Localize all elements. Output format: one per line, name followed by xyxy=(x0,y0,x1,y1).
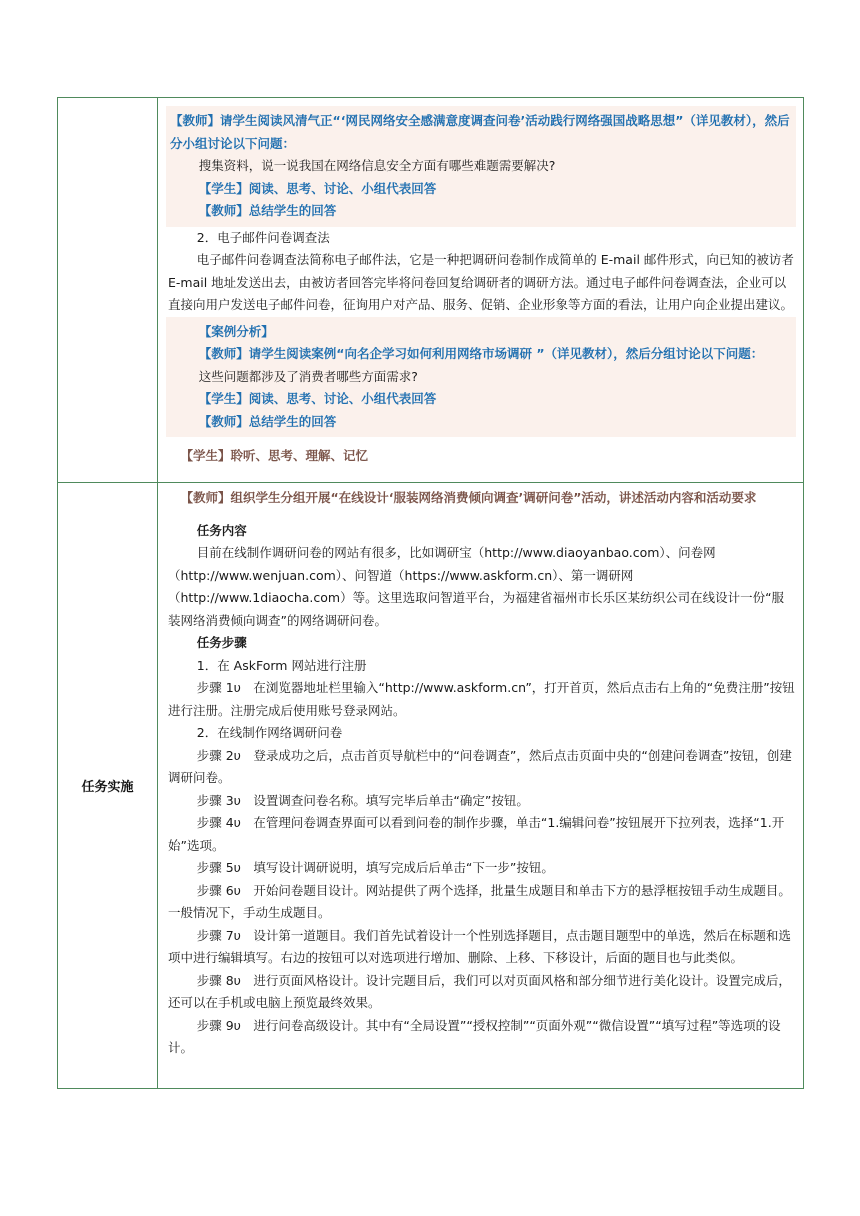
row2-label-cell: 任务实施 xyxy=(58,483,158,1089)
step-9: 步骤 9υ 进行问卷高级设计。其中有“全局设置”“授权控制”“页面外观”“微信设置”“填写过程”等选项的设计。 xyxy=(168,1017,781,1055)
step-5: 步骤 5υ 填写设计调研说明，填写完成后后单击“下一步”按钮。 xyxy=(196,860,554,875)
question-1: 搜集资料，说一说我国在网络信息安全方面有哪些难题需要解决? xyxy=(198,158,556,173)
step-4: 步骤 4υ 在管理问卷调查界面可以看到问卷的制作步骤，单击“1.编辑问卷”按钮展开下拉列表，选择“1.开始”选项。 xyxy=(168,815,785,853)
step-1: 步骤 1υ 在浏览器地址栏里输入“http://www.askform.cn”，打开首页，然后点击右上角的“免费注册”按钮进行注册。注册完成后使用账号登录网站。 xyxy=(168,680,795,718)
teacher-prompt-2: 【教师】请学生阅读案例“向名企学习如何利用网络市场调研 ”（详见教材），然后分组讨论以下问题： xyxy=(198,346,764,361)
discussion-box-1 xyxy=(166,106,796,227)
section-body-email: 电子邮件问卷调查法简称电子邮件法，它是一种把调研问卷制作成简单的 E-mail 邮件形式，向已知的被访者 E-mail 地址发送出去，由被访者回答完毕将问卷回复给调研者的调研方法。通过电子邮件问卷调查法，企业可以直接向用户发送电子邮件问卷，征询用户对产品、服务、促销、企业形象等方面的看法，让用户向企业提出建议。 xyxy=(168,252,794,312)
row1-content-cell xyxy=(158,98,804,483)
discussion-box-2 xyxy=(166,317,796,438)
table-row xyxy=(58,98,804,483)
task-content-heading: 任务内容 xyxy=(196,522,247,538)
teacher-prompt-1: 【教师】请学生阅读风清气正“‘网民网络安全感满意度调查问卷’活动践行网络强国战略思想”（详见教材），然后分小组讨论以下问题： xyxy=(170,113,790,151)
student-action-2: 【学生】阅读、思考、讨论、小组代表回答 xyxy=(198,391,437,406)
teacher-organize: 【教师】组织学生分组开展“在线设计‘服装网络消费倾向调查’调研问卷”活动，讲述活动内容和活动要求 xyxy=(180,490,757,505)
step-7: 步骤 7υ 设计第一道题目。我们首先试着设计一个性别选择题目，点击题目题型中的单选，然后在标题和选项中进行编辑填写。右边的按钮可以对选项进行增加、删除、上移、下移设计，后面的题目也与此类似。 xyxy=(168,927,791,965)
step-group-2: 2．在线制作网络调研问卷 xyxy=(196,725,343,740)
section-title-email: 2．电子邮件问卷调查法 xyxy=(196,229,330,245)
step-6: 步骤 6υ 开始问卷题目设计。网站提供了两个选择，批量生成题目和单击下方的悬浮框按钮手动生成题目。一般情况下，手动生成题目。 xyxy=(168,882,791,920)
task-steps-heading: 任务步骤 xyxy=(196,635,247,650)
teacher-summary-1: 【教师】总结学生的回答 xyxy=(198,203,337,218)
step-3: 步骤 3υ 设置调查问卷名称。填写完毕后单击“确定”按钮。 xyxy=(196,792,529,808)
question-2: 这些问题都涉及了消费者哪些方面需求? xyxy=(198,368,418,384)
teacher-summary-2: 【教师】总结学生的回答 xyxy=(198,413,337,429)
step-group-1: 1．在 AskForm 网站进行注册 xyxy=(196,657,367,673)
row1-label-cell xyxy=(58,98,158,483)
table-row xyxy=(58,483,804,1089)
step-8: 步骤 8υ 进行页面风格设计。设计完题目后，我们可以对页面风格和部分细节进行美化设计。设置完成后，还可以在手机或电脑上预览最终效果。 xyxy=(168,972,791,1010)
lesson-plan-table xyxy=(57,97,804,1089)
step-2: 步骤 2υ 登录成功之后，点击首页导航栏中的“问卷调查”，然后点击页面中央的“创建问卷调查”按钮，创建调研问卷。 xyxy=(168,747,792,785)
row2-content-cell xyxy=(158,483,804,1089)
case-title: 【案例分析】 xyxy=(198,323,274,339)
task-content-body: 目前在线制作调研问卷的网站有很多，比如调研宝（http://www.diaoyanbao.com）、问卷网（http://www.wenjuan.com）、问智道（https://www.askform.cn）、第一调研网（http://www.1diaocha.com）等。这里选取问智道平台，为福建省福州市长乐区某纺织公司在线设计一份“服装网络消费倾向调查”的网络调研问卷。 xyxy=(168,545,785,628)
student-action-1: 【学生】阅读、思考、讨论、小组代表回答 xyxy=(198,180,437,196)
student-listen: 【学生】聆听、思考、理解、记忆 xyxy=(180,448,369,463)
